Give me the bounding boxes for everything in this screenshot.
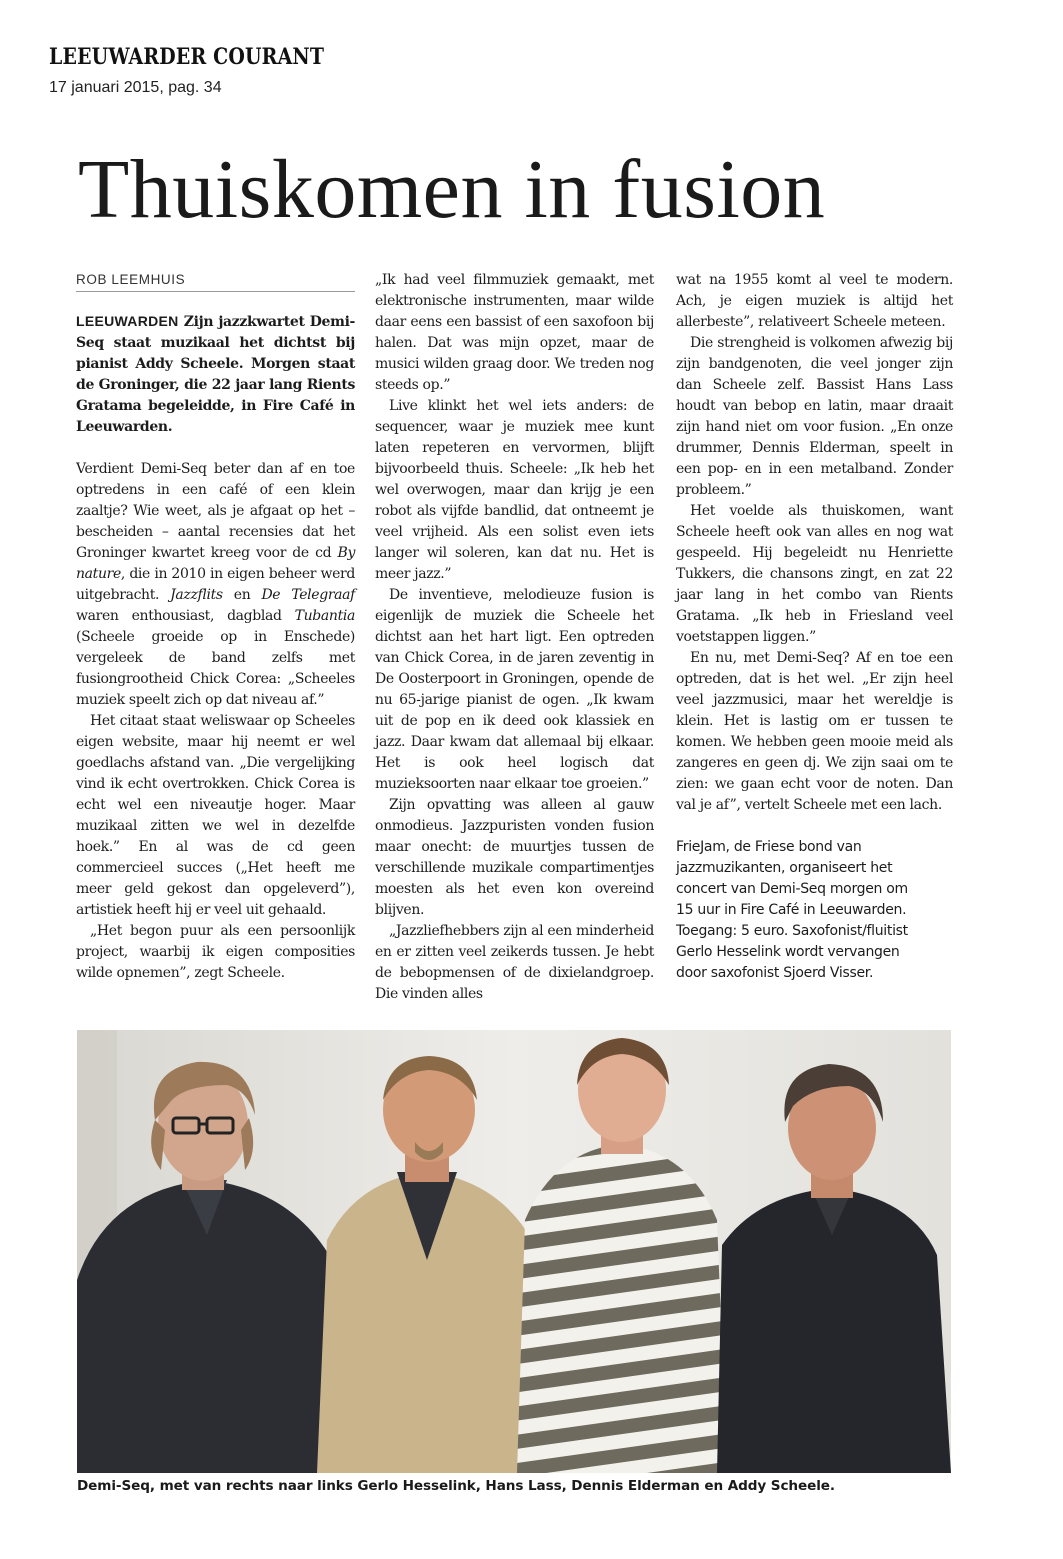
paragraph: „Ik had veel filmmuziek gemaakt, met elektronische instrumenten, maar wilde daar eens een bassist of een saxofoon bij halen. Dat was mijn opzet, maar de musici wilden graag door. We treden nog steeds op.” xyxy=(375,272,654,393)
info-line: concert van Demi-Seq morgen om xyxy=(676,881,908,897)
article-column-1 xyxy=(76,270,355,984)
publication-ref: Jazzflits xyxy=(170,587,223,603)
text-run: , die in 2010 in eigen beheer werd uitgebracht. xyxy=(76,566,355,603)
article-column-2 xyxy=(375,270,654,1005)
paragraph: En nu, met Demi-Seq? Af en toe een optreden, dat is het wel. „Er zijn heel veel jazzmusici, maar het wereldje is klein. Het is lastig om er tussen te komen. We hebben geen mooie meid als zangeres en geen dj. We zijn saai om te zien: we gaan echt voor de noten. Dan val je af”, vertelt Scheele met een lach. xyxy=(676,650,953,813)
paragraph: „Jazzliefhebbers zijn al een minderheid en er zitten veel zeikerds tussen. Je hebt de bebopmensen of de dixielandgroep. Die vinden alles xyxy=(375,923,654,1002)
paragraph xyxy=(76,459,355,711)
paragraph: Het citaat staat weliswaar op Scheeles eigen website, maar hij neemt er wel goedlachs afstand van. „Die vergelijking vind ik echt overtrokken. Chick Corea is echt wel een niveautje hoger. Maar muzikaal zitten we wel in dezelfde hoek.” En al was de cd geen commercieel succes („Het heeft me meer geld gekost dan opgeleverd”), artistiek heeft hij er veel uit gehaald. xyxy=(76,713,355,918)
concert-info xyxy=(676,837,953,984)
band-photo-illustration xyxy=(77,1030,951,1473)
intro-text: Zijn jazzkwartet Demi-Seq staat muzikaal het dichtst bij pianist Addy Scheele. Morgen staat de Groninger, die 22 jaar lang Rients Gratama begeleidde, in Fire Café in Leeuwarden. xyxy=(76,314,355,435)
text-run: Verdient Demi-Seq beter dan af en toe optredens in een café of een klein zaaltje? Wie weet, als je afgaat op het – bescheiden – aantal recensies dat het Groninger kwartet kreeg voor de cd xyxy=(76,461,355,561)
article-intro xyxy=(76,311,355,438)
paragraph: Live klinkt het wel iets anders: de sequencer, waar je muziek mee kunt laten repeteren en vervormen, blijft bijvoorbeeld thuis. Scheele: „Ik heb het wel overwogen, maar dan krijg je een robot als vijfde bandlid, dat ontneemt je veel vrijheid. Als een solist even iets langer wil soleren, kan dat nu. Het is meer jazz.” xyxy=(375,398,654,582)
info-line: door saxofonist Sjoerd Visser. xyxy=(676,965,874,981)
info-line: jazzmuzikanten, organiseert het xyxy=(676,860,893,876)
paragraph: De inventieve, melodieuze fusion is eigenlijk de muziek die Scheele het dichtst aan het hart ligt. Een optreden van Chick Corea, in de jaren zeventig in De Oosterpoort in Groningen, opende de nu 65-jarige pianist de ogen. „Ik kwam uit de pop en ik deed ook klassiek en jazz. Daar kwam dat allemaal bij elkaar. Het is ook heel logisch dat muzieksoorten naar elkaar toe groeien.” xyxy=(375,587,654,792)
paragraph: Die strengheid is volkomen afwezig bij zijn bandgenoten, die veel jonger zijn dan Scheele zelf. Bassist Hans Lass houdt van bebop en latin, maar draait zijn hand niet om voor fusion. „En onze drummer, Dennis Elderman, speelt in een pop- en in een metalband. Zonder probleem.” xyxy=(676,335,953,498)
paragraph: Zijn opvatting was alleen al gauw onmodieus. Jazzpuristen vonden fusion maar onecht: de muurtjes tussen de verschillende muzikale compartimentjes moesten als het even kon overeind blijven. xyxy=(375,797,654,918)
paragraph: Het voelde als thuiskomen, want Scheele heeft ook van alles en nog wat gespeeld. Hij begeleidt nu Henriette Tukkers, die chansons zingt, en zat 22 jaar lang in het combo van Rients Gratama. „Ik heb in Friesland veel voetstappen liggen.” xyxy=(676,503,953,645)
paragraph: „Het begon puur als een persoonlijk project, waarbij ik eigen composities wilde opnemen”, zegt Scheele. xyxy=(76,923,355,981)
band-photo xyxy=(77,1030,951,1473)
text-run: waren enthousiast, dagblad xyxy=(76,608,295,624)
dateline: 17 januari 2015, pag. 34 xyxy=(49,79,222,96)
info-line: Toegang: 5 euro. Saxofonist/fluitist xyxy=(676,923,908,939)
photo-caption: Demi-Seq, met van rechts naar links Gerlo Hesselink, Hans Lass, Dennis Elderman en Addy Scheele. xyxy=(77,1478,835,1494)
article-headline: Thuiskomen in fusion xyxy=(78,143,826,236)
info-line: 15 uur in Fire Café in Leeuwarden. xyxy=(676,902,907,918)
info-line: Gerlo Hesselink wordt vervangen xyxy=(676,944,900,960)
publication-ref: Tubantia xyxy=(294,608,355,624)
publication-name: LEEUWARDER COURANT xyxy=(49,44,325,70)
text-run: en xyxy=(222,587,262,603)
byline: ROB LEEMHUIS xyxy=(76,270,355,292)
paragraph: wat na 1955 komt al veel te modern. Ach, je eigen muziek is altijd het allerbeste”, relativeert Scheele meteen. xyxy=(676,272,953,330)
text-run: (Scheele groeide op in Enschede) vergeleek de band zelfs met fusiongrootheid Chick Corea: „Scheeles muziek speelt zich op dat niveau af.” xyxy=(76,629,355,708)
info-line: FrieJam, de Friese bond van xyxy=(676,839,862,855)
publication-ref: De Telegraaf xyxy=(261,587,355,603)
intro-place: LEEUWARDEN xyxy=(76,313,179,329)
cd-title: By nature xyxy=(76,545,355,582)
article-column-3 xyxy=(676,270,953,984)
